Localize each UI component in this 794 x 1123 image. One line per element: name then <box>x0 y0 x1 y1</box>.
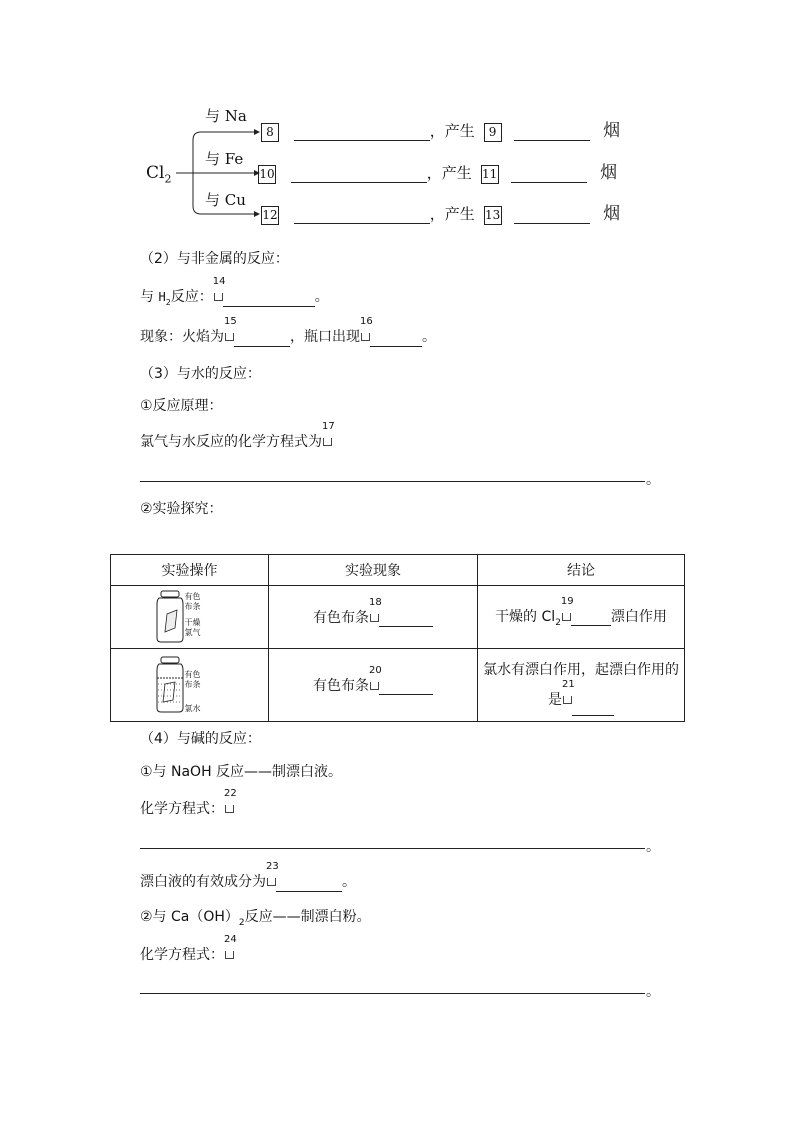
answer-blank-12[interactable] <box>294 205 430 224</box>
table-header-row <box>111 555 685 586</box>
water-phenomenon-cell: 有色布条 20 <box>269 649 478 722</box>
branch-arrows <box>0 0 794 240</box>
phenomenon-line: 现象：火焰为 15 ，瓶口出现 16 。 <box>140 316 436 345</box>
cl2-formula: $Cl_2$ <box>146 163 172 186</box>
blank-number-12: 12 <box>261 206 279 225</box>
blank-number-11: 11 <box>481 165 499 184</box>
water-conclusion-cell: 氯水有漂白作用，起漂白作用的 是 21 <box>478 649 685 722</box>
dry-phenomenon-cell: 有色布条 18 <box>269 586 478 649</box>
naoh-item: ①与 NaOH 反应——制漂白液。 <box>140 764 343 780</box>
equation-label-24: 化学方程式： 24 <box>140 934 237 963</box>
dry-conclusion-cell: 干燥的 $Cl_2$ 19 漂白作用 <box>478 586 685 649</box>
h2-reaction-line: 与 $H_2$反应： 14 。 <box>140 276 329 307</box>
caoh2-item: ②与 $Ca(OH)_2$反应——制漂白粉。 <box>140 909 371 928</box>
branch-label-cu: 与 Cu <box>205 191 246 209</box>
chlorine-water-setup: 有色 布条 氯水 <box>111 649 269 722</box>
table-row <box>111 649 685 722</box>
equation-label-22: 化学方程式： 22 <box>140 788 237 817</box>
principle-label: ①反应原理： <box>140 398 223 414</box>
answer-blank-17[interactable] <box>140 481 645 482</box>
answer-blank-13[interactable] <box>514 205 590 224</box>
blank-number-9: 9 <box>484 123 502 142</box>
period-17: 。 <box>646 472 660 488</box>
answer-blank-8[interactable] <box>294 122 430 141</box>
blank-number-8: 8 <box>261 123 279 142</box>
blank-number-13: 13 <box>484 206 502 225</box>
answer-blank-14[interactable] <box>223 288 315 307</box>
period-22: 。 <box>646 839 660 855</box>
branch-label-fe: 与 Fe <box>205 150 244 168</box>
answer-blank-21[interactable] <box>572 685 614 716</box>
water-equation-label: 氯气与水反应的化学方程式为 17 <box>140 421 335 450</box>
period-24: 。 <box>646 984 660 1000</box>
header-conclusion: 结论 <box>478 555 685 586</box>
answer-blank-11[interactable] <box>511 164 587 183</box>
branch-row-fe: 10 ，产生 11 烟 <box>259 163 618 183</box>
branch-row-na: 8 ，产生 9 烟 <box>261 122 620 142</box>
branch-row-cu: 12 ，产生 13 烟 <box>262 204 621 224</box>
explore-label: ②实验探究： <box>140 501 223 517</box>
blank-number-10: 10 <box>258 165 276 184</box>
answer-blank-20[interactable] <box>379 678 433 695</box>
experiment-table <box>110 554 685 722</box>
dry-chlorine-setup: 有色 布条 干燥 氯气 <box>111 586 269 649</box>
active-component-line: 漂白液的有效成分为 23 。 <box>140 861 356 890</box>
header-operation: 实验操作 <box>111 555 269 586</box>
answer-blank-19[interactable] <box>571 609 611 626</box>
answer-blank-18[interactable] <box>379 610 433 627</box>
answer-blank-10[interactable] <box>291 164 427 183</box>
answer-blank-15[interactable] <box>234 328 290 347</box>
answer-blank-16[interactable] <box>370 328 422 347</box>
answer-blank-22[interactable] <box>140 848 645 849</box>
table-row <box>111 586 685 649</box>
header-phenomenon: 实验现象 <box>269 555 478 586</box>
section-2-heading: （2）与非金属的反应： <box>140 251 289 267</box>
branch-label-na: 与 Na <box>205 107 247 125</box>
section-4-heading: （4）与碱的反应： <box>140 731 261 747</box>
answer-blank-24[interactable] <box>140 993 645 994</box>
section-3-heading: （3）与水的反应： <box>140 366 261 382</box>
answer-blank-23[interactable] <box>276 873 342 892</box>
answer-blank-9[interactable] <box>514 122 590 141</box>
